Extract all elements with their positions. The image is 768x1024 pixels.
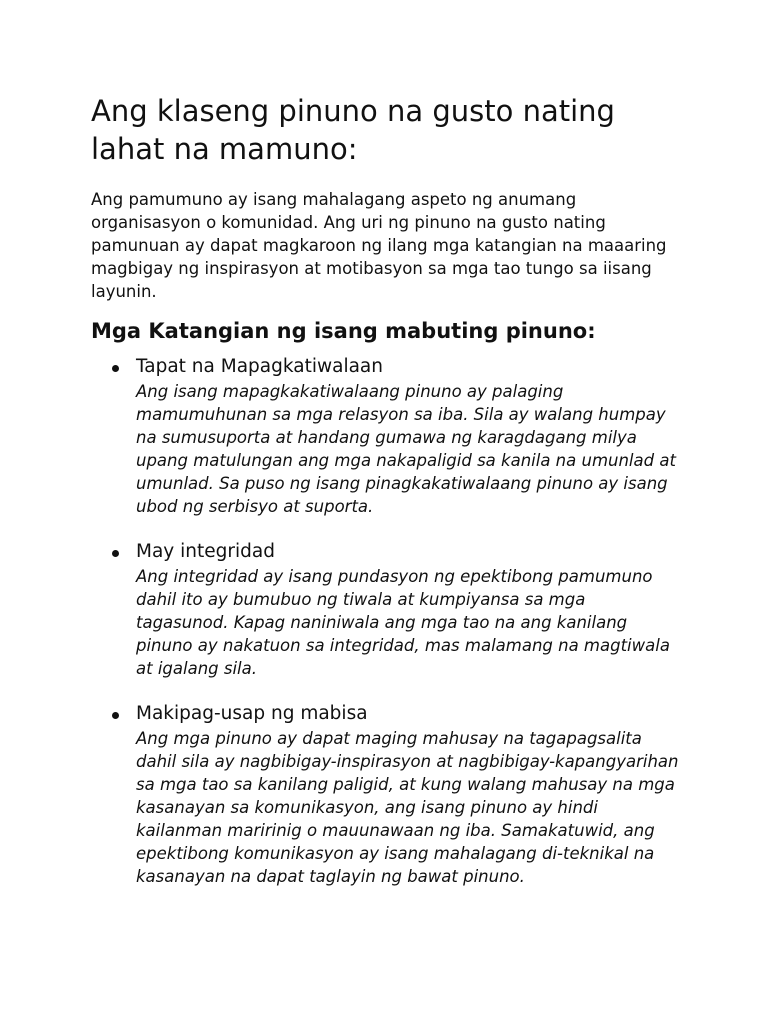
document-page xyxy=(91,92,691,909)
quality-title: May integridad xyxy=(136,541,275,562)
list-item xyxy=(91,354,691,518)
qualities-heading: Mga Katangian ng isang mabuting pinuno: xyxy=(91,319,596,343)
bullet-icon xyxy=(112,365,119,372)
quality-description: Ang mga pinuno ay dapat maging mahusay na tagapagsalita dahil sila ay nagbibigay-inspirasyon at nagbibigay-kapangyarihan sa mga tao sa kanilang paligid, at kung walang mahusay na mga kasanayan sa komunikasyon, ang isang pinuno ay hindi kailanman maririnig o mauunawaan ng iba. Samakatuwid, ang epektibong komunikasyon ay isang mahalagang di-teknikal na kasanayan na dapat taglayin ng bawat pinuno. xyxy=(136,729,679,886)
bullet-icon xyxy=(112,550,119,557)
quality-description: Ang isang mapagkakatiwalaang pinuno ay palaging mamumuhunan sa mga relasyon sa iba. Sila ay walang humpay na sumusuporta at handang gumawa ng karagdagang milya upang matulungan ang mga nakapaligid sa kanila na umunlad at umunlad. Sa puso ng isang pinagkakatiwalaang pinuno ay isang ubod ng serbisyo at suporta. xyxy=(136,382,676,516)
bullet-icon xyxy=(112,712,119,719)
quality-title: Tapat na Mapagkatiwalaan xyxy=(136,356,383,377)
list-item xyxy=(91,539,691,680)
intro-paragraph: Ang pamumuno ay isang mahalagang aspeto ng anumang organisasyon o komunidad. Ang uri ng pinuno na gusto nating pamunuan ay dapat magkaroon ng ilang mga katangian na maaaring magbigay ng inspirasyon at motibasyon sa mga tao tungo sa iisang layunin. xyxy=(91,190,667,301)
qualities-list xyxy=(91,354,691,888)
quality-description: Ang integridad ay isang pundasyon ng epektibong pamumuno dahil ito ay bumubuo ng tiwala at kumpiyansa sa mga tagasunod. Kapag naniniwala ang mga tao na ang kanilang pinuno ay nakatuon sa integridad, mas malamang na magtiwala at igalang sila. xyxy=(136,567,670,678)
document-title: Ang klaseng pinuno na gusto nating lahat na mamuno: xyxy=(91,94,615,166)
quality-title: Makipag-usap ng mabisa xyxy=(136,703,368,724)
list-item xyxy=(91,701,691,888)
